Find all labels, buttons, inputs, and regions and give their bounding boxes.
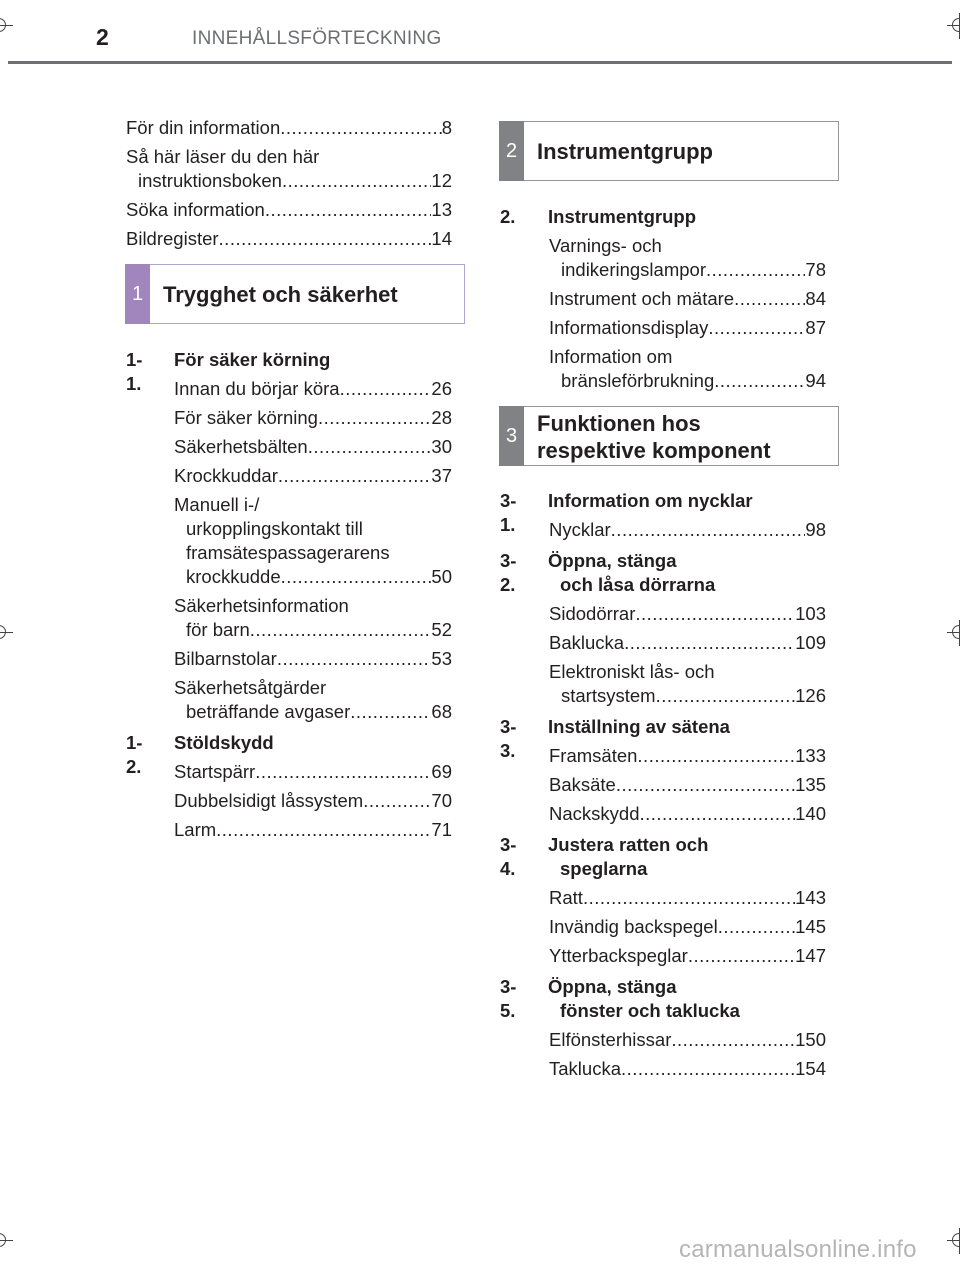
toc-page-number: 8 [441, 117, 452, 138]
chapter-number-tab: 1 [125, 264, 150, 324]
toc-entry[interactable] [174, 760, 452, 784]
section-number: 3-4. [500, 834, 517, 879]
section-title: och låsa dörrarna [560, 574, 716, 595]
toc-entry-title: Ratt [549, 887, 583, 908]
section-number: 3-5. [500, 976, 517, 1021]
toc-entry[interactable] [549, 744, 826, 768]
toc-entry-title: urkopplingskontakt till [186, 518, 363, 539]
dot-leader [611, 518, 806, 542]
section-number: 1-2. [126, 732, 143, 777]
chapter-number-tab: 2 [499, 121, 524, 181]
dot-leader [318, 406, 431, 430]
toc-page-number: 98 [805, 519, 826, 540]
section-title: speglarna [560, 858, 648, 879]
toc-page-number: 53 [431, 648, 452, 669]
toc-entry-title: Så här läser du den här [126, 146, 320, 167]
dot-leader [637, 744, 795, 768]
toc-entry-title: för barn [186, 619, 250, 640]
toc-entry-title: Elfönsterhissar [549, 1029, 672, 1050]
toc-entry[interactable] [174, 676, 452, 724]
toc-page-number: 68 [431, 701, 452, 722]
toc-entry[interactable] [174, 435, 452, 459]
toc-page-number: 87 [805, 317, 826, 338]
chapter-title: Trygghet och säkerhet [163, 282, 398, 307]
toc-entry[interactable] [126, 145, 452, 193]
chapter-box[interactable] [499, 406, 839, 466]
page-title: INNEHÅLLSFÖRTECKNING [192, 28, 442, 49]
toc-page-number: 30 [431, 436, 452, 457]
section-title: fönster och taklucka [560, 1000, 740, 1021]
dot-leader [280, 116, 441, 140]
dot-leader [706, 258, 805, 282]
toc-entry-title: Startspärr [174, 761, 256, 782]
toc-entry-title: Bilbarnstolar [174, 648, 277, 669]
toc-entry-title: krockkudde [186, 566, 281, 587]
toc-entry[interactable] [549, 602, 826, 626]
toc-entry-title: Sidodörrar [549, 603, 636, 624]
toc-entry[interactable] [549, 345, 826, 393]
dot-leader [616, 773, 795, 797]
dot-leader [688, 944, 795, 968]
chapter-box[interactable] [125, 264, 465, 324]
toc-page-number: 126 [795, 685, 826, 706]
dot-leader [708, 316, 805, 340]
toc-entry[interactable] [174, 647, 452, 671]
toc-entry-title: instruktionsboken [138, 170, 282, 191]
toc-page-number: 150 [795, 1029, 826, 1050]
toc-entry-title: Larm [174, 819, 217, 840]
toc-page-number: 84 [805, 288, 826, 309]
toc-entry-title: Bildregister [126, 228, 219, 249]
toc-page-number: 140 [795, 803, 826, 824]
toc-entry[interactable] [549, 518, 826, 542]
toc-entry-title: Säkerhetsåtgärder [174, 677, 327, 698]
dot-leader [714, 369, 805, 393]
toc-page-number: 71 [431, 819, 452, 840]
toc-entry[interactable] [549, 915, 826, 939]
toc-entry[interactable] [174, 377, 452, 401]
dot-leader [281, 565, 432, 589]
registration-mark-icon [0, 620, 13, 646]
toc-entry-title: Invändig backspegel [549, 916, 718, 937]
dot-leader [219, 227, 432, 251]
header-rule [8, 61, 952, 64]
registration-mark-icon [947, 620, 960, 646]
toc-entry-title: startsystem [561, 685, 656, 706]
toc-entry-title: För din information [126, 117, 281, 138]
section-number: 3-3. [500, 716, 517, 761]
toc-entry[interactable] [549, 316, 826, 340]
section-title: Öppna, stänga [548, 976, 677, 997]
section-number: 3-1. [500, 490, 517, 535]
dot-leader [734, 287, 805, 311]
toc-entry[interactable] [126, 227, 452, 251]
dot-leader [656, 684, 796, 708]
dot-leader [583, 886, 795, 910]
toc-page-number: 37 [431, 465, 452, 486]
toc-page-number: 143 [795, 887, 826, 908]
toc-entry[interactable] [174, 493, 452, 589]
dot-leader [671, 1028, 795, 1052]
dot-leader [624, 631, 795, 655]
toc-entry-title: Ytterbackspeglar [549, 945, 688, 966]
dot-leader [718, 915, 795, 939]
dot-leader [255, 760, 431, 784]
toc-page-number: 26 [431, 378, 452, 399]
section-number: 1-1. [126, 349, 143, 394]
toc-entry-title: beträffande avgaser [186, 701, 351, 722]
toc-entry[interactable] [126, 116, 452, 140]
section-number: 2. [500, 206, 516, 227]
toc-page-number: 78 [805, 259, 826, 280]
toc-entry-title: Instrument och mätare [549, 288, 735, 309]
toc-entry-title: Innan du börjar köra [174, 378, 340, 399]
toc-entry[interactable] [174, 464, 452, 488]
page-header [0, 0, 960, 70]
toc-entry-title: Framsäten [549, 745, 638, 766]
dot-leader [282, 169, 431, 193]
chapter-title: respektive komponent [537, 438, 771, 463]
dot-leader [363, 789, 431, 813]
toc-entry[interactable] [549, 234, 826, 282]
toc-entry-title: Dubbelsidigt låssystem [174, 790, 364, 811]
dot-leader [250, 618, 432, 642]
toc-entry[interactable] [549, 944, 826, 968]
toc-entry-title: Söka information [126, 199, 265, 220]
toc-entry[interactable] [174, 594, 452, 642]
toc-entry-title: Baklucka [549, 632, 625, 653]
toc-entry[interactable] [549, 886, 826, 910]
toc-entry-title: För säker körning [174, 407, 318, 428]
registration-mark-icon [947, 1228, 960, 1254]
toc-entry-title: Nycklar [549, 519, 611, 540]
dot-leader [621, 1057, 795, 1081]
chapter-title: Instrumentgrupp [537, 139, 713, 164]
toc-entry[interactable] [549, 1057, 826, 1081]
dot-leader [216, 818, 431, 842]
toc-entry-title: Säkerhetsbälten [174, 436, 308, 457]
toc-entry[interactable] [174, 818, 452, 842]
dot-leader [639, 802, 795, 826]
toc-entry[interactable] [549, 802, 826, 826]
toc-entry[interactable] [126, 198, 452, 222]
section-title: Instrumentgrupp [548, 206, 696, 227]
dot-leader [340, 377, 432, 401]
toc-entry[interactable] [549, 1028, 826, 1052]
chapter-title: Funktionen hos [537, 411, 701, 436]
section-title: Öppna, stänga [548, 550, 677, 571]
toc-entry[interactable] [174, 789, 452, 813]
toc-page-number: 145 [795, 916, 826, 937]
toc-page-number: 147 [795, 945, 826, 966]
toc-page-number: 154 [795, 1058, 826, 1079]
toc-entry-title: Elektroniskt lås- och [549, 661, 715, 682]
toc-page-number: 94 [805, 370, 826, 391]
toc-entry[interactable] [549, 773, 826, 797]
toc-page-number: 109 [795, 632, 826, 653]
toc-entry-title: Krockkuddar [174, 465, 278, 486]
toc-entry-title: Säkerhetsinformation [174, 595, 349, 616]
section-title: Stöldskydd [174, 732, 274, 753]
dot-leader [265, 198, 432, 222]
toc-page-number: 135 [795, 774, 826, 795]
toc-entry-title: indikeringslampor [561, 259, 706, 280]
dot-leader [308, 435, 432, 459]
registration-mark-icon [0, 1228, 13, 1254]
section-title: Justera ratten och [548, 834, 709, 855]
toc-entry-title: framsätespassagerarens [186, 542, 390, 563]
toc-page-number: 12 [431, 170, 452, 191]
toc-page-number: 70 [431, 790, 452, 811]
dot-leader [278, 464, 432, 488]
toc-page-number: 103 [795, 603, 826, 624]
toc-page-number: 14 [431, 228, 452, 249]
toc-entry-title: Informationsdisplay [549, 317, 709, 338]
chapter-number-tab: 3 [499, 406, 524, 466]
toc-page-number: 69 [431, 761, 452, 782]
section-title: Information om nycklar [548, 490, 753, 511]
toc-entry-title: Varnings- och [549, 235, 662, 256]
toc-entry[interactable] [549, 660, 826, 708]
toc-entry-title: Information om [549, 346, 673, 367]
toc-page-number: 28 [431, 407, 452, 428]
toc-entry-title: Nackskydd [549, 803, 640, 824]
section-number: 3-2. [500, 550, 517, 595]
dot-leader [350, 700, 431, 724]
section-title: För säker körning [174, 349, 331, 370]
chapter-box[interactable] [499, 121, 839, 181]
toc-entry[interactable] [549, 631, 826, 655]
toc-page-number: 52 [431, 619, 452, 640]
toc-page-number: 50 [431, 566, 452, 587]
toc-entry-title: Taklucka [549, 1058, 621, 1079]
toc-page-number: 13 [431, 199, 452, 220]
section-title: Inställning av sätena [548, 716, 730, 737]
toc-entry-title: Manuell i-/ [174, 494, 260, 515]
toc-entry-title: Baksäte [549, 774, 616, 795]
toc-page-number: 133 [795, 745, 826, 766]
page-number: 2 [96, 24, 109, 50]
dot-leader [277, 647, 432, 671]
watermark: carmanualsonline.info [679, 1236, 917, 1263]
dot-leader [635, 602, 795, 626]
toc-entry-title: bränsleförbrukning [561, 370, 715, 391]
toc-entry[interactable] [549, 287, 826, 311]
toc-entry[interactable] [174, 406, 452, 430]
